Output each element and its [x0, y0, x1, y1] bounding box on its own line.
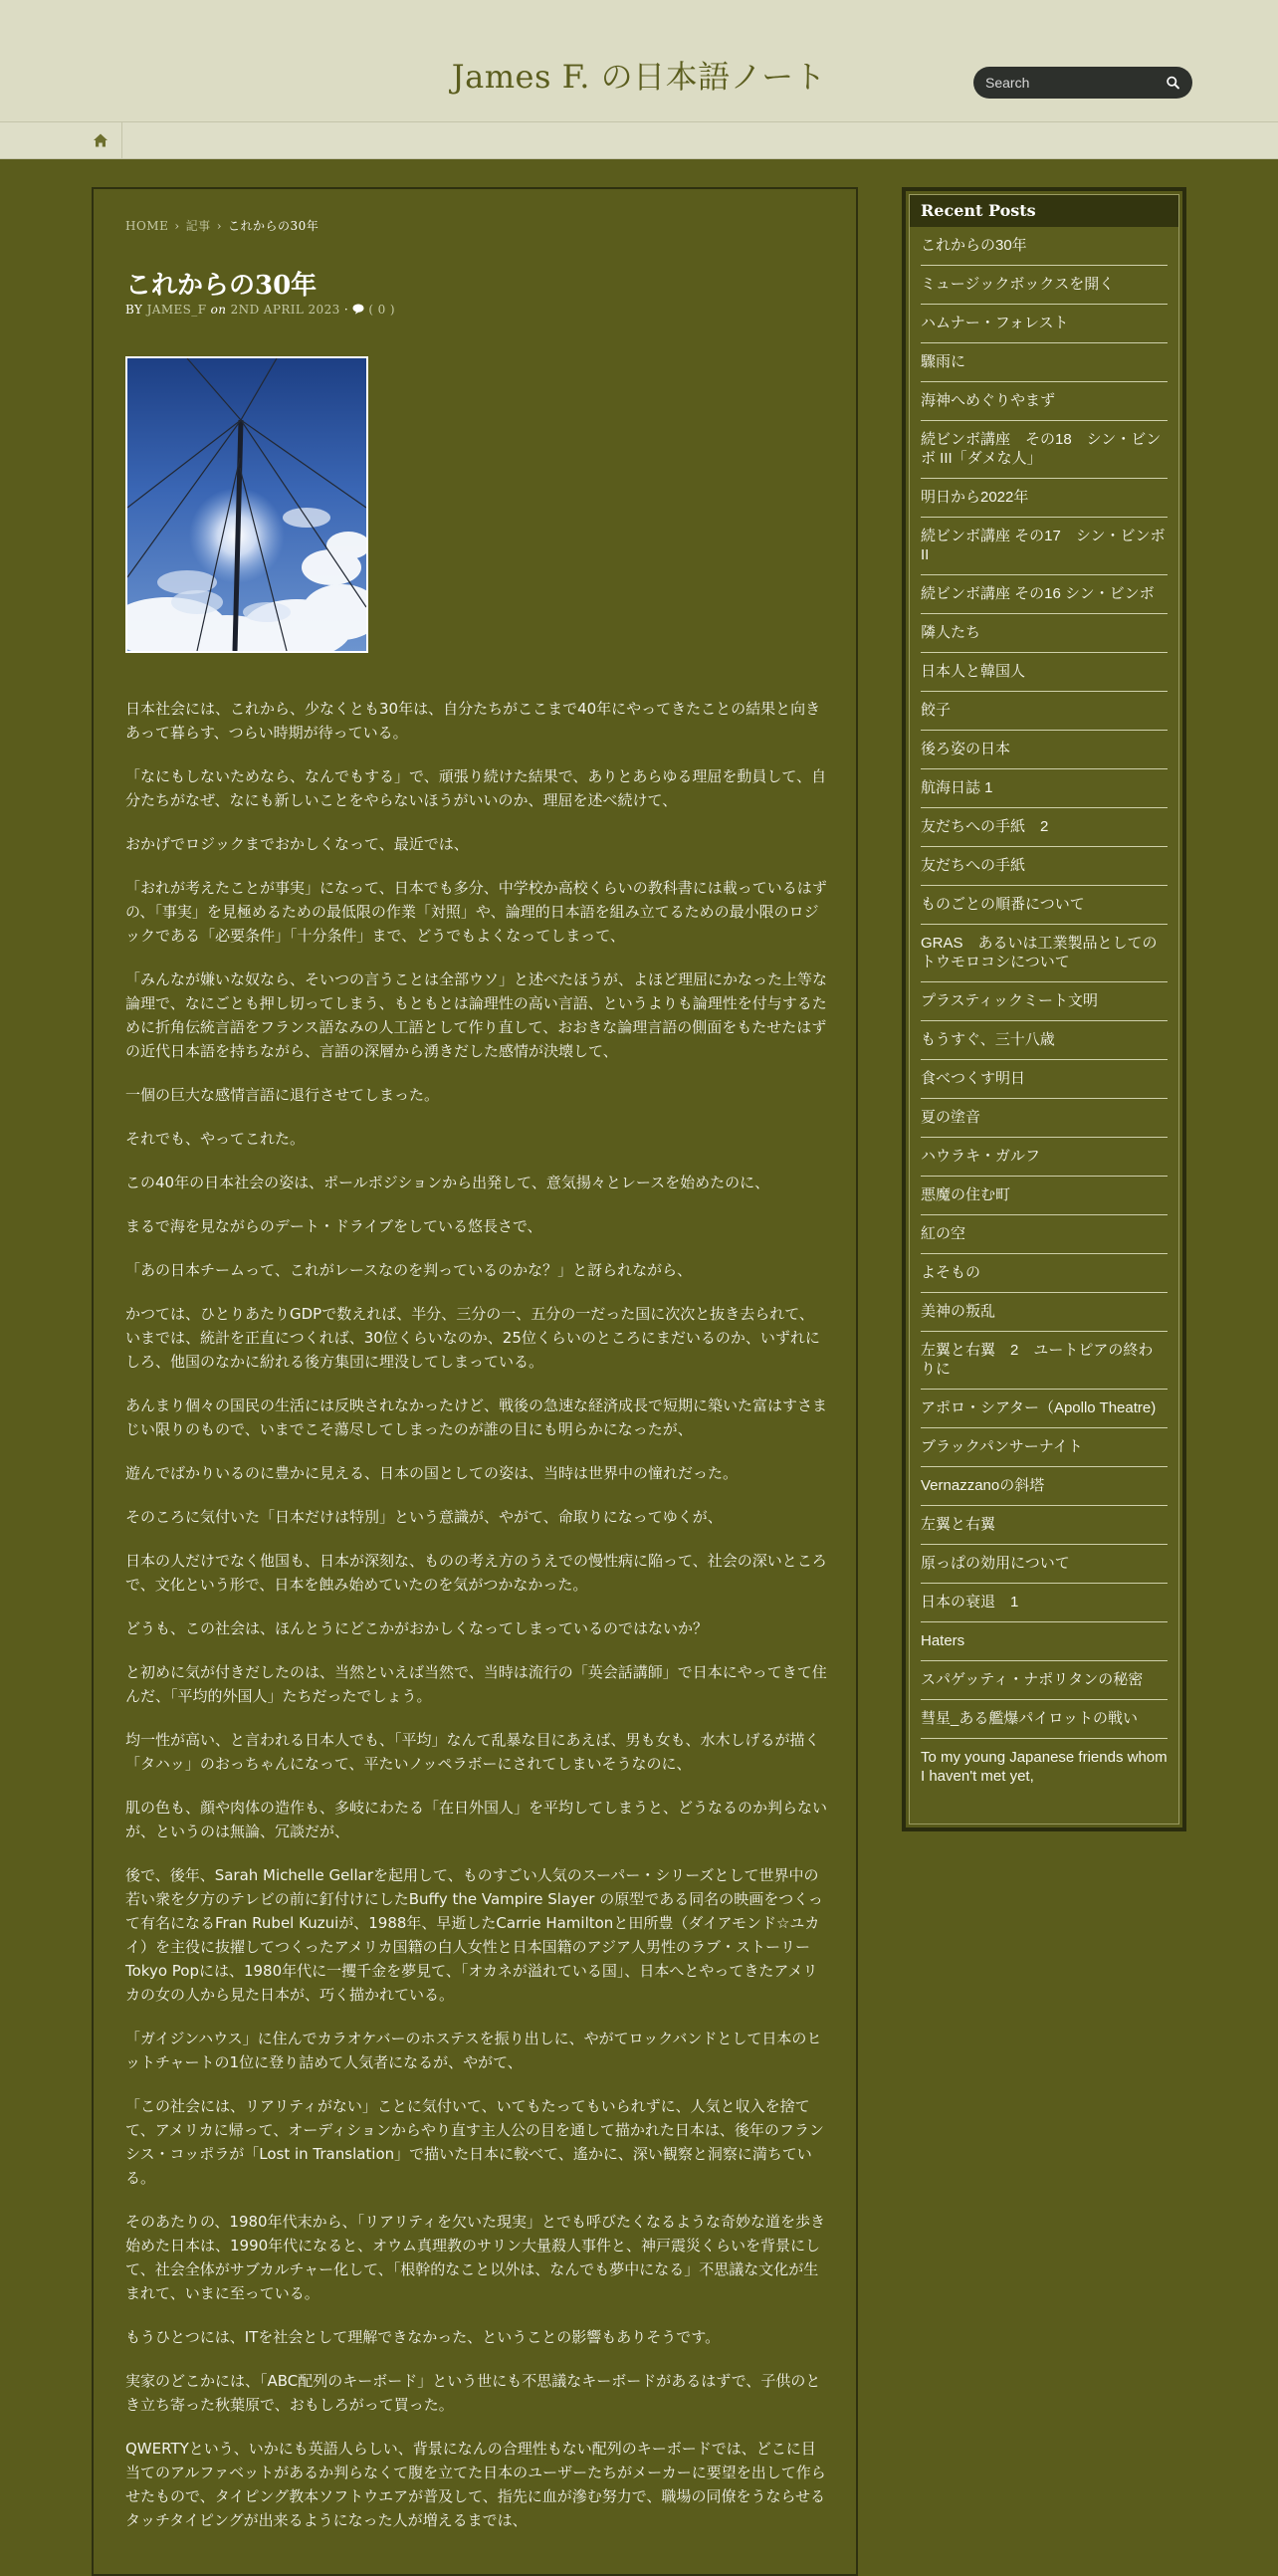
breadcrumb-category-link[interactable]: 記事 — [185, 219, 211, 233]
recent-post-link[interactable]: 夏の塗音 — [921, 1099, 1168, 1138]
recent-post-link[interactable]: 紅の空 — [921, 1215, 1168, 1254]
post-body — [125, 697, 828, 2552]
breadcrumb — [125, 217, 319, 234]
post-paragraph: 日本の人だけでなく他国も、日本が深刻な、ものの考え方のうえでの慢性病に陥って、社会の深いところで、文化という形で、日本を蝕み始めていたのを気がつかなかった。 — [125, 1552, 827, 1594]
main-content — [92, 187, 858, 2576]
post-paragraph: それでも、やってこれた。 — [125, 1130, 306, 1148]
recent-post-link[interactable]: ものごとの順番について — [921, 886, 1168, 925]
recent-post-link[interactable]: 明日から2022年 — [921, 479, 1168, 518]
recent-posts-widget — [909, 194, 1179, 1825]
byline-on-label: on — [210, 303, 227, 317]
recent-post-link[interactable]: 彗星_ある艦爆パイロットの戦い — [921, 1700, 1168, 1739]
breadcrumb-current: これからの30年 — [228, 219, 320, 233]
recent-post-link[interactable]: よそもの — [921, 1254, 1168, 1293]
recent-post-link[interactable]: ブラックパンサーナイト — [921, 1428, 1168, 1467]
comments-link[interactable]: ( 0 ) — [368, 303, 395, 317]
recent-post-link[interactable]: 友だちへの手紙 — [921, 847, 1168, 886]
comment-icon — [352, 304, 364, 315]
recent-post-link[interactable]: プラスティックミート文明 — [921, 982, 1168, 1021]
recent-post-link[interactable]: 左翼と右翼 — [921, 1506, 1168, 1545]
recent-post-link[interactable]: Haters — [921, 1622, 1168, 1661]
breadcrumb-home-link[interactable]: HOME — [125, 219, 169, 233]
recent-posts-list — [921, 227, 1168, 1796]
author-link[interactable]: JAMES_F — [146, 303, 207, 317]
recent-post-link[interactable]: アポロ・シアター（Apollo Theatre) — [921, 1390, 1168, 1428]
post-title: これからの30年 — [125, 271, 318, 301]
recent-post-link[interactable]: 食べつくす明日 — [921, 1060, 1168, 1099]
post-paragraph: かつては、ひとりあたりGDPで数えれば、半分、三分の一、五分の一だった国に次次と抜き去られて、いまでは、統計を正直につくれば、30位くらいなのか、25位くらいのところにまだいるのか、いずれにしろ、他国のなかに紛れる後方集団に埋没してしまっている。 — [125, 1305, 820, 1371]
recent-post-link[interactable]: これからの30年 — [921, 227, 1168, 266]
post-paragraph: 「この社会には、リアリティがない」ことに気付いて、いてもたってもいられずに、人気と収入を捨てて、アメリカに帰って、オーディションからやり直す主人公の目を通して描かれた日本は、後年のフランシス・コッポラが「Lost in Translation」で描いた日本に較べて、遙かに、深い観察と洞察に満ちている。 — [125, 2097, 824, 2187]
recent-post-link[interactable]: ハウラキ・ガルフ — [921, 1138, 1168, 1177]
byline-by-label: BY — [125, 303, 143, 317]
recent-post-link[interactable]: Vernazzanoの斜塔 — [921, 1467, 1168, 1506]
post-paragraph: 均一性が高い、と言われる日本人でも、「平均」なんて乱暴な目にあえば、男も女も、水木しげるが描く「タハッ」のおっちゃんになって、平たいノッペラボーにされてしまいそうなのに、 — [125, 1731, 820, 1773]
recent-post-link[interactable]: 海神へめぐりやまず — [921, 382, 1168, 421]
byline-separator: · — [343, 303, 349, 317]
post-paragraph: 後で、後年、Sarah Michelle Gellarを起用して、ものすごい人気のスーパー・シリーズとして世界中の若い衆を夕方のテレビの前に釘付けにしたBuffy the Vampire Slayer の原型である同名の映画をつくって有名になるFran Rubel Kuzuiが、1988年、早逝したCarrie Hamiltonと田所豊（ダイアモンド☆ユカイ）を主役に抜擢してつくったアメリカ国籍の白人女性と日本国籍のアジア人男性のラブ・ストーリーTokyo Popには、1980年代に一攫千金を夢見て、「オカネが溢れている国」、日本へとやってきたアメリカの女の人から見た日本が、巧く描かれている。 — [125, 1866, 823, 2004]
sidebar — [902, 187, 1186, 1831]
recent-post-link[interactable]: GRAS あるいは工業製品としてのトウモロコシについて — [921, 925, 1168, 982]
post-paragraph: 「おれが考えたことが事実」になって、日本でも多分、中学校か高校くらいの教科書には載っているはずの、「事実」を見極めるための最低限の作業「対照」や、論理的日本語を組み立てるための最小限のロジックである「必要条件」「十分条件」まで、どうでもよくなってしまって、 — [125, 879, 827, 945]
recent-post-link[interactable]: 左翼と右翼 2 ユートピアの終わりに — [921, 1332, 1168, 1390]
widget-title: Recent Posts — [910, 195, 1178, 227]
recent-post-link[interactable]: To my young Japanese friends whom I haven't met yet, — [921, 1749, 1168, 1785]
recent-post-link[interactable]: 続ビンボ講座 その18 シン・ビンボ III「ダメな人」 — [921, 421, 1168, 479]
recent-post-link[interactable]: 悪魔の住む町 — [921, 1177, 1168, 1215]
post-paragraph: 遊んでばかりいるのに豊かに見える、日本の国としての姿は、当時は世界中の憧れだった。 — [125, 1464, 739, 1482]
site-header — [0, 0, 1278, 121]
recent-post-link[interactable]: もうすぐ、三十八歳 — [921, 1021, 1168, 1060]
post-paragraph: 肌の色も、顔や肉体の造作も、多岐にわたる「在日外国人」を平均してしまうと、どうなるのか判らないが、というのは無論、冗談だが、 — [125, 1799, 828, 1840]
post-image[interactable] — [125, 356, 368, 653]
post-paragraph: QWERTYという、いかにも英語人らしい、背景になんの合理性もない配列のキーボードでは、どこに目当てのアルファベットがあるか判らなくて腹を立てた日本のユーザーたちがメーカーに要望を出して作らせたもので、タイピング教本ソフトウエアが普及して、指先に血が滲む努力で、職場の同僚をうならせるタッチタイピングが出来るようになった人が増えるまでは、 — [125, 2440, 826, 2529]
home-icon — [93, 132, 108, 148]
recent-post-link[interactable]: ミュージックボックスを開く — [921, 266, 1168, 305]
post-paragraph: この40年の日本社会の姿は、ポールポジションから出発して、意気揚々とレースを始めたのに、 — [125, 1174, 770, 1191]
post-paragraph: 一個の巨大な感情言語に退行させてしまった。 — [125, 1086, 440, 1104]
main-navigation — [0, 121, 1278, 159]
site-title[interactable]: James F. の日本語ノート — [451, 58, 827, 96]
search-icon[interactable] — [1166, 74, 1180, 92]
recent-post-link[interactable]: 日本人と韓国人 — [921, 653, 1168, 692]
breadcrumb-separator: › — [174, 219, 180, 233]
recent-post-link[interactable]: 驟雨に — [921, 343, 1168, 382]
breadcrumb-separator: › — [216, 219, 222, 233]
post-date-link[interactable]: 2ND APRIL 2023 — [230, 303, 340, 317]
search-box — [973, 67, 1192, 99]
search-input[interactable] — [985, 68, 1166, 98]
recent-post-link[interactable]: 隣人たち — [921, 614, 1168, 653]
recent-post-link[interactable]: 美神の叛乱 — [921, 1293, 1168, 1332]
post-paragraph: あんまり個々の国民の生活には反映されなかったけど、戦後の急速な経済成長で短期に築いた富はすさまじい限りのもので、いまでこそ蕩尽してしまったのが誰の目にも明らかになったが、 — [125, 1396, 828, 1438]
post-paragraph: と初めに気が付きだしたのは、当然といえば当然で、当時は流行の「英会話講師」で日本にやってきて住んだ、「平均的外国人」たちだったでしょう。 — [125, 1663, 827, 1705]
sky-mast-photo — [127, 358, 366, 651]
recent-post-link[interactable]: 友だちへの手紙 2 — [921, 808, 1168, 847]
post-paragraph: どうも、この社会は、ほんとうにどこかがおかしくなってしまっているのではないか？ — [125, 1619, 709, 1637]
post-paragraph: そのあたりの、1980年代末から、「リアリティを欠いた現実」とでも呼びたくなるような奇妙な道を歩き始めた日本は、1990年代になると、オウム真理教のサリン大量殺人事件と、神戸震災くらいを背景にして、社会全体がサブカルチャー化して、「根幹的なこと以外は、なんでも夢中になる」不思議な文化が生まれて、いまに至っている。 — [125, 2213, 825, 2302]
recent-post-link[interactable]: 後ろ姿の日本 — [921, 731, 1168, 769]
post-paragraph: 日本社会には、これから、少なくとも30年は、自分たちがここまで40年にやってきたことの結果と向きあって暮らす、つらい時期が待っている。 — [125, 700, 821, 742]
post-paragraph: 「なにもしないためなら、なんでもする」で、頑張り続けた結果で、ありとあらゆる理屈を動員して、自分たちがなぜ、なにも新しいことをやらないほうがいいのか、理屈を述べ続けて、 — [125, 767, 827, 809]
post-paragraph: 「あの日本チームって、これがレースなのを判っているのかな？」と訝られながら、 — [125, 1261, 693, 1279]
recent-post-link[interactable]: 日本の衰退 1 — [921, 1584, 1168, 1622]
home-button[interactable] — [80, 122, 122, 158]
post-paragraph: まるで海を見ながらのデート・ドライブをしている悠長さで、 — [125, 1217, 542, 1235]
recent-post-link[interactable]: 続ビンボ講座 その16 シン・ビンボ — [921, 575, 1168, 614]
post-paragraph: 実家のどこかには、「ABC配列のキーボード」という世にも不思議なキーボードがあるはずで、子供のとき立ち寄った秋葉原で、おもしろがって買った。 — [125, 2372, 821, 2414]
post-byline — [125, 303, 395, 317]
recent-post-link[interactable]: 航海日誌 1 — [921, 769, 1168, 808]
recent-post-link[interactable]: 餃子 — [921, 692, 1168, 731]
post-paragraph: もうひとつには、ITを社会として理解できなかった、ということの影響もありそうです。 — [125, 2328, 721, 2346]
post-paragraph: 「みんなが嫌いな奴なら、そいつの言うことは全部ウソ」と述べたほうが、よほど理屈にかなった上等な論理で、なにごとも押し切ってしまう、もともとは論理性の高い言語、というよりも論理性を付与するために折角伝統言語をフランス語なみの人工語として作り直して、おおきな論理言語の側面をもたせたはずの近代日本語を持ちながら、言語の深層から湧きだした感情が決壊して、 — [125, 970, 828, 1060]
post-paragraph: おかげでロジックまでおかしくなって、最近では、 — [125, 835, 469, 853]
recent-post-link[interactable]: 原っぱの効用について — [921, 1545, 1168, 1584]
recent-post-link[interactable]: 続ビンボ講座 その17 シン・ビンボ II — [921, 518, 1168, 575]
recent-post-link[interactable]: ハムナー・フォレスト — [921, 305, 1168, 343]
post-paragraph: 「ガイジンハウス」に住んでカラオケバーのホステスを振り出しに、やがてロックバンドとして日本のヒットチャートの1位に登り詰めて人気者になるが、やがて、 — [125, 2030, 822, 2071]
recent-post-link[interactable]: スパゲッティ・ナポリタンの秘密 — [921, 1661, 1168, 1700]
post-paragraph: そのころに気付いた「日本だけは特別」という意識が、やがて、命取りになってゆくが、 — [125, 1508, 723, 1526]
